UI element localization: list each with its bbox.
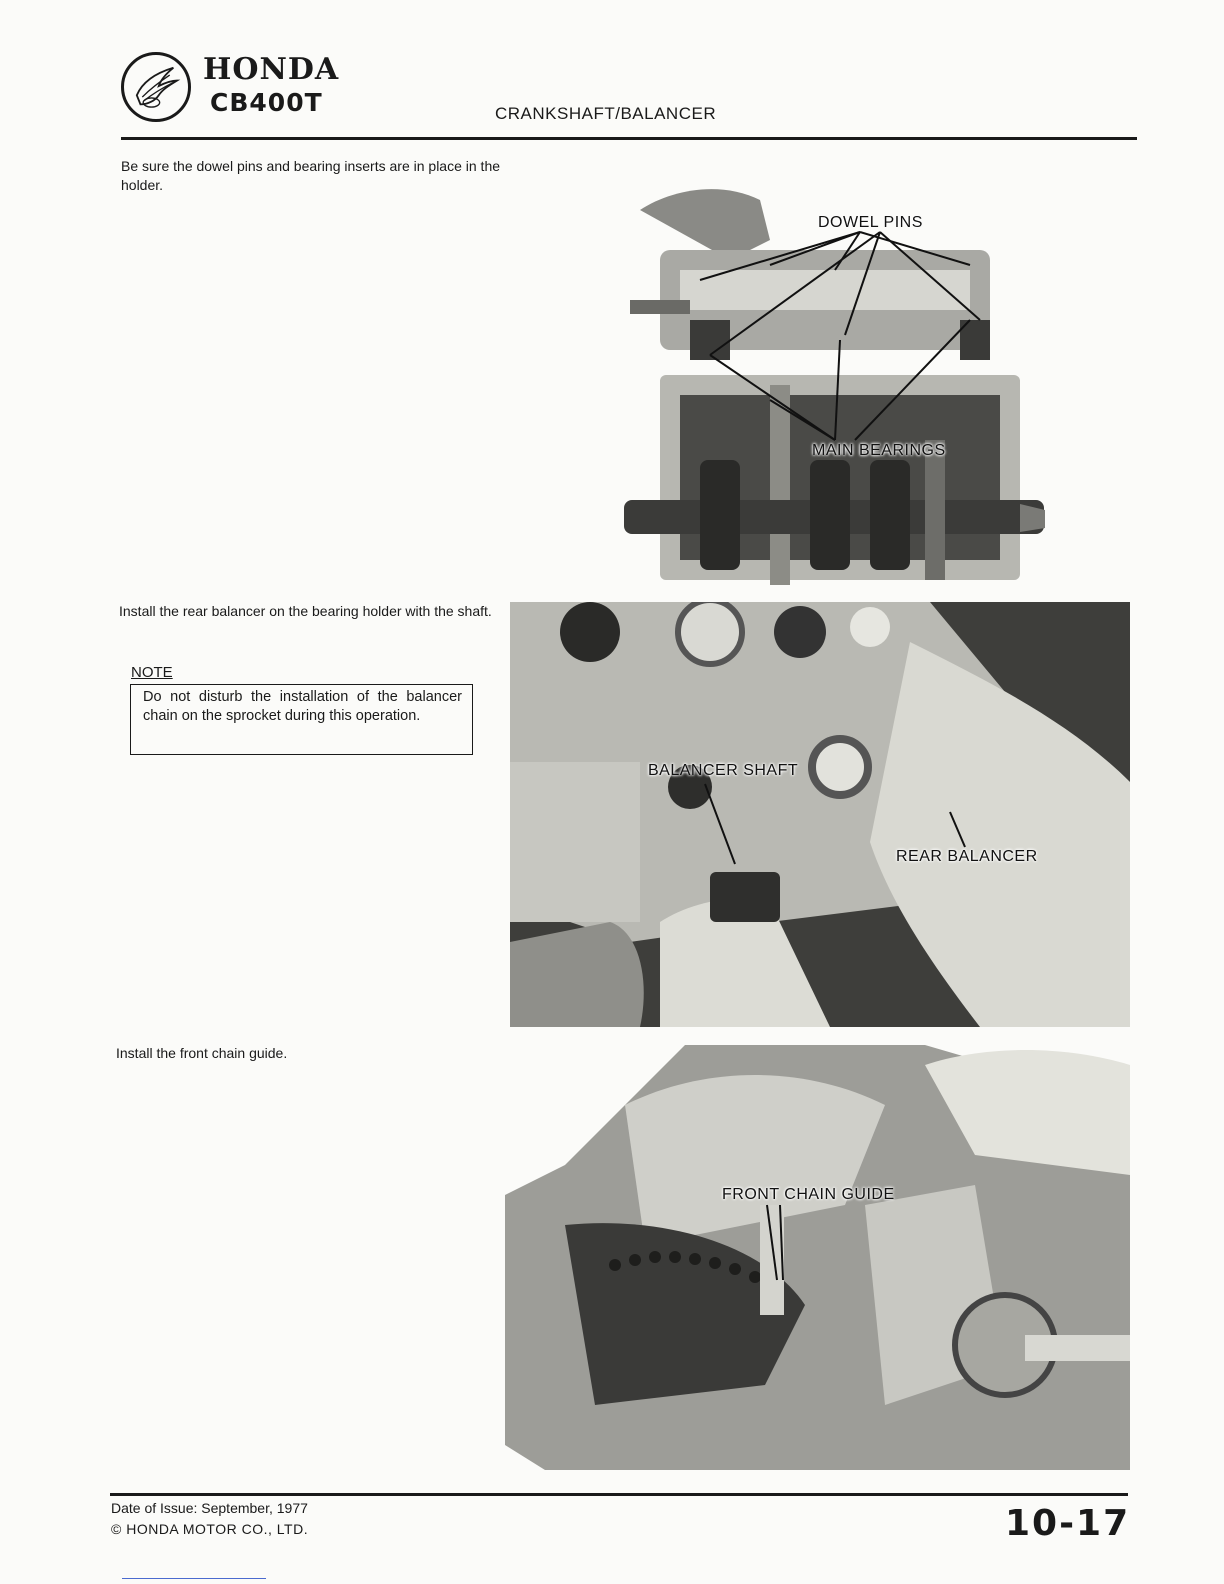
section-title: CRANKSHAFT/BALANCER bbox=[495, 104, 717, 123]
front-chain-guide-photo bbox=[505, 1045, 1130, 1470]
main-bearings-callout: MAIN BEARINGS bbox=[812, 442, 946, 459]
model-name: CB400T bbox=[210, 88, 323, 117]
step-front-chain-guide-text: Install the front chain guide. bbox=[116, 1045, 288, 1061]
balancer-shaft-callout: BALANCER SHAFT bbox=[648, 762, 799, 779]
honda-wing-logo-icon bbox=[121, 52, 191, 122]
step-dowel-pins-text: Be sure the dowel pins and bearing inserts are in place in the holder. bbox=[121, 158, 501, 193]
page-number: 10-17 bbox=[1005, 1503, 1131, 1544]
header-divider bbox=[121, 137, 1137, 140]
note-label: NOTE bbox=[131, 664, 173, 681]
copyright-notice: © HONDA MOTOR CO., LTD. bbox=[111, 1521, 309, 1537]
rear-balancer-install-photo bbox=[510, 602, 1130, 1027]
dowel-pins-callout: DOWEL PINS bbox=[818, 214, 923, 231]
crankshaft-bearing-holder-photo bbox=[620, 170, 1050, 588]
scan-artifact-line bbox=[122, 1578, 266, 1579]
rear-balancer-callout: REAR BALANCER bbox=[896, 848, 1038, 865]
front-chain-guide-callout: FRONT CHAIN GUIDE bbox=[722, 1186, 895, 1203]
footer-divider bbox=[110, 1493, 1128, 1496]
note-box: Do not disturb the installation of the balancer chain on the sprocket during this operation. bbox=[130, 684, 473, 755]
step-rear-balancer-text: Install the rear balancer on the bearing holder with the shaft. bbox=[119, 603, 492, 619]
brand-name: HONDA bbox=[203, 52, 340, 87]
issue-date: Date of Issue: September, 1977 bbox=[111, 1500, 308, 1516]
